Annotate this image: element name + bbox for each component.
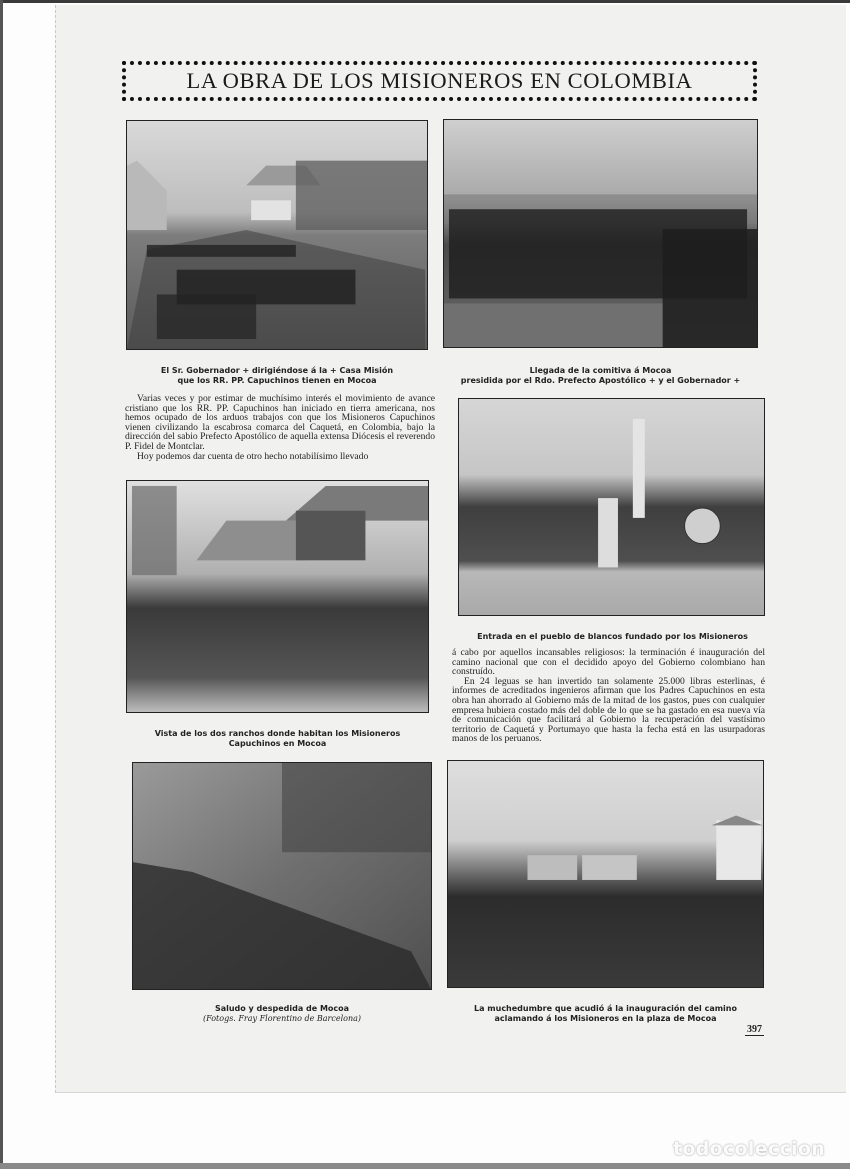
photo-caption: El Sr. Gobernador + dirigiéndose á la + Casa Misión que los RR. PP. Capuchinos tienen en Mocoa [160,366,394,385]
scan-bottom-edge [0,1163,850,1169]
article-column-2 [452,648,765,744]
photo-caption: Saludo y despedida de Mocoa (Fotogs. Fray Florentino de Barcelona) [132,1004,432,1024]
article-paragraph: á cabo por aquellos incansables religiosos: la terminación é inauguración del camino nacional que con el decidido apoyo del Gobierno colombiano han construído. [452,647,765,678]
page-title-frame [122,61,757,101]
photo-huts [126,480,429,713]
photo-caption: Vista de los dos ranchos donde habitan los Misioneros Capuchinos en Mocoa [154,729,401,748]
photo-image [444,120,757,347]
article-paragraph: Hoy podemos dar cuenta de otro hecho notabilísimo llevado [137,450,369,462]
photo-crowd-plaza [447,760,764,988]
photo-caption: Llegada de la comitiva á Mocoa presidida por el Rdo. Prefecto Apostólico + y el Gobernador + [460,366,741,385]
article-paragraph: Varias veces y por estimar de muchísimo interés el movimiento de avance cristiano que los RR. PP. Capuchinos han iniciado en tierra americana, nos hemos ocupado de los arduos trabajos con que los Misioneros Capuchinos vienen civilizando la escabrosa comarca del Caquetá, en Colombia, bajo la dirección del sabio Prefecto Apostólico de aquella extensa Diócesis el reverendo P. Fidel de Montclar. [125,393,435,452]
photo-credit: (Fotogs. Fray Florentino de Barcelona) [202,1014,362,1023]
photo-image [459,399,764,615]
photo-image [127,481,428,712]
photo-caption: La muchedumbre que acudió á la inauguración del camino aclamando á los Misioneros en la plaza de Mocoa [474,1004,737,1023]
photo-image [127,121,427,349]
photo-governor-walk [126,120,428,350]
photo-entry-town [458,398,765,616]
watermark-logo: todocoleccion [673,1138,826,1160]
photo-arrival-retinue [443,119,758,348]
article-column-1 [125,394,435,461]
photo-farewell [132,762,432,990]
scan-top-edge [0,0,850,3]
page-number: 397 [747,1024,762,1035]
scan-left-edge [0,0,3,1169]
article-paragraph: En 24 leguas se han invertido tan solamente 25.000 libras esterlinas, é informes de acreditados ingenieros afirman que los Padres Capuchinos en esta obra han ahorrado al Gobierno más de la mitad de los gastos, pues con cualquier empresa hubiera costado más del doble de lo que se ha gastado en esa nueva vía de comunicación que facilitará al Gobierno la recuperación del vastísimo territorio de Caquetá y Portumayo que hasta la fecha está en las usurpadoras manos de los peruanos. [452,675,765,745]
photo-caption: Entrada en el pueblo de blancos fundado por los Misioneros [477,632,748,641]
page-title: LA OBRA DE LOS MISIONEROS EN COLOMBIA [186,68,693,93]
photo-image [448,761,763,987]
photo-image [133,763,431,989]
